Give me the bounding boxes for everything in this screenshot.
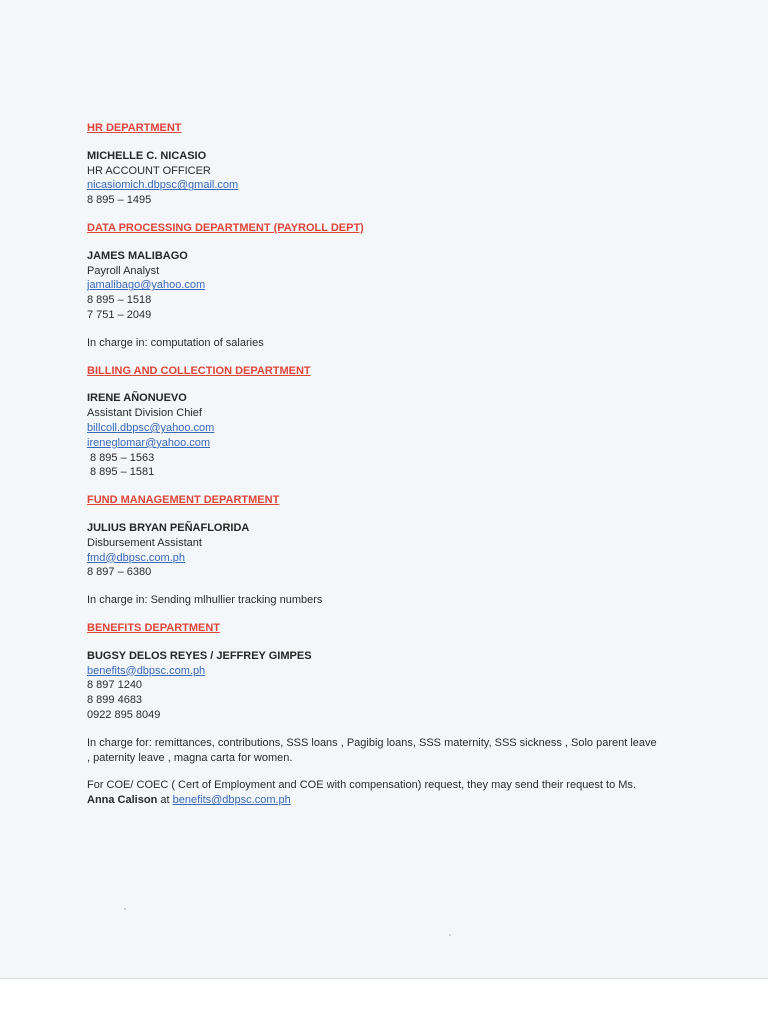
billing-phone-1: 8 895 – 1563 [90,451,155,464]
fund-email-link[interactable]: fmd@dbpsc.com.ph [87,551,185,564]
hr-contact-title: HR ACCOUNT OFFICER [87,164,211,177]
fund-contact-title: Disbursement Assistant [87,536,202,549]
hr-phone: 8 895 – 1495 [87,194,152,207]
dp-email-link[interactable]: jamalibago@yahoo.com [87,279,206,292]
fund-contact-name: JULIUS BRYAN PEÑAFLORIDA [87,521,250,534]
benefits-phone-3: 0922 895 8049 [87,708,161,721]
benefits-in-charge-line-2: , paternity leave , magna carta for women. [87,751,293,764]
fund-phone: 8 897 – 6380 [87,566,152,579]
billing-contact-title: Assistant Division Chief [87,407,202,420]
dp-in-charge: In charge in: computation of salaries [87,336,264,349]
billing-email-2-link[interactable]: ireneglomar@yahoo.com [87,436,211,449]
hr-department-heading: HR DEPARTMENT [87,122,182,134]
billing-contact-name: IRENE AÑONUEVO [87,392,187,405]
dp-contact-name: JAMES MALIBAGO [87,249,188,262]
coe-at-text: at [157,794,173,807]
billing-heading: BILLING AND COLLECTION DEPARTMENT [87,364,311,377]
benefits-phone-1: 8 897 1240 [87,679,143,692]
coe-email-link[interactable]: benefits@dbpsc.com.ph [172,794,291,807]
coe-contact-line [87,793,707,808]
billing-phone-2: 8 895 – 1581 [90,466,155,479]
scan-speck [124,908,126,910]
dp-contact-title: Payroll Analyst [87,264,160,277]
data-processing-heading: DATA PROCESSING DEPARTMENT (PAYROLL DEPT) [87,221,364,234]
fund-in-charge: In charge in: Sending mlhullier tracking numbers [87,594,323,607]
benefits-heading: BENEFITS DEPARTMENT [87,621,221,634]
scan-speck [449,934,451,936]
billing-email-1-link[interactable]: billcoll.dbpsc@yahoo.com [87,421,215,434]
dp-phone-2: 7 751 – 2049 [87,308,152,321]
fund-management-heading: FUND MANAGEMENT DEPARTMENT [87,494,280,507]
coe-contact-name: Anna Calison [87,794,158,807]
benefits-phone-2: 8 899 4683 [87,694,143,707]
hr-contact-name: MICHELLE C. NICASIO [87,149,207,162]
benefits-contact-names: BUGSY DELOS REYES / JEFFREY GIMPES [87,649,312,662]
benefits-in-charge-line-1: In charge for: remittances, contributions, SSS loans , Pagibig loans, SSS maternity, SSS sickness , Solo parent leave [87,736,657,749]
dp-phone-1: 8 895 – 1518 [87,294,152,307]
coe-request-line: For COE/ COEC ( Cert of Employment and COE with compensation) request, they may send their request to Ms. [87,779,636,792]
contact-directory [87,121,707,808]
benefits-email-link[interactable]: benefits@dbpsc.com.ph [87,664,206,677]
hr-email-link[interactable]: nicasiomich.dbpsc@gmail.com [87,179,239,192]
